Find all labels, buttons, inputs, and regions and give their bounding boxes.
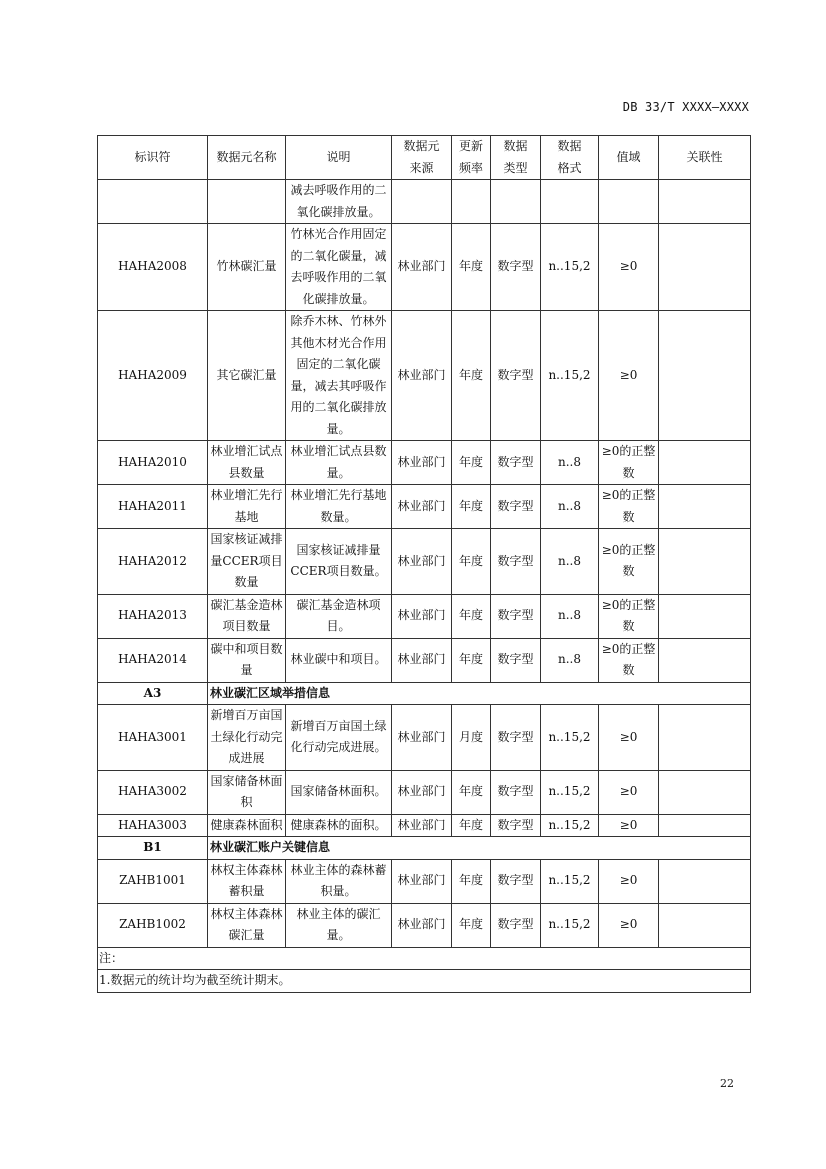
- description-cell: 竹林光合作用固定 的二氧化碳量，减 去呼吸作用的二氧 化碳排放量。: [286, 224, 392, 311]
- element-name-cell: 林权主体森林 碳汇量: [208, 903, 286, 947]
- source-cell: 林业部门: [392, 859, 452, 903]
- frequency-cell: 年度: [452, 485, 491, 529]
- data-type-cell: 数字型: [491, 224, 541, 311]
- association-cell: [659, 903, 751, 947]
- col-source-header: 数据元 来源: [392, 136, 452, 180]
- data-type-cell: 数字型: [491, 594, 541, 638]
- identifier-cell: HAHA2012: [98, 529, 208, 595]
- table-row: [98, 311, 751, 441]
- col-format-header: 数据 格式: [541, 136, 599, 180]
- source-cell: 林业部门: [392, 224, 452, 311]
- table-row-continued: [98, 180, 751, 224]
- identifier-cell: HAHA3002: [98, 770, 208, 814]
- source-cell: [392, 180, 452, 224]
- value-range-cell: ≥0: [599, 311, 659, 441]
- frequency-cell: 年度: [452, 814, 491, 837]
- element-name-cell: 碳汇基金造林 项目数量: [208, 594, 286, 638]
- frequency-cell: 年度: [452, 529, 491, 595]
- description-cell: 除乔木林、竹林外 其他木材光合作用 固定的二氧化碳 量，减去其呼吸作 用的二氧化碳排放 量。: [286, 311, 392, 441]
- data-type-cell: [491, 180, 541, 224]
- value-range-cell: ≥0: [599, 903, 659, 947]
- table-body: [98, 180, 751, 993]
- data-format-cell: n..8: [541, 529, 599, 595]
- table-row: [98, 224, 751, 311]
- frequency-cell: 年度: [452, 224, 491, 311]
- section-row: [98, 837, 751, 860]
- data-format-cell: n..8: [541, 485, 599, 529]
- data-format-cell: n..15,2: [541, 224, 599, 311]
- col-type-header: 数据 类型: [491, 136, 541, 180]
- data-type-cell: 数字型: [491, 485, 541, 529]
- description-cell: 国家储备林面积。: [286, 770, 392, 814]
- section-row: [98, 682, 751, 705]
- col-frequency-header: 更新 频率: [452, 136, 491, 180]
- source-cell: 林业部门: [392, 770, 452, 814]
- description-cell: 减去呼吸作用的二 氧化碳排放量。: [286, 180, 392, 224]
- association-cell: [659, 594, 751, 638]
- data-type-cell: 数字型: [491, 638, 541, 682]
- data-format-cell: n..15,2: [541, 814, 599, 837]
- value-range-cell: ≥0: [599, 859, 659, 903]
- identifier-cell: HAHA2014: [98, 638, 208, 682]
- table-row: [98, 903, 751, 947]
- frequency-cell: 年度: [452, 638, 491, 682]
- description-cell: 健康森林的面积。: [286, 814, 392, 837]
- identifier-cell: HAHA2011: [98, 485, 208, 529]
- table-row: [98, 529, 751, 595]
- value-range-cell: [599, 180, 659, 224]
- section-title: 林业碳汇区域举措信息: [208, 682, 751, 705]
- data-format-cell: [541, 180, 599, 224]
- data-format-cell: n..15,2: [541, 705, 599, 771]
- data-format-cell: n..15,2: [541, 903, 599, 947]
- source-cell: 林业部门: [392, 903, 452, 947]
- source-cell: 林业部门: [392, 441, 452, 485]
- element-name-cell: [208, 180, 286, 224]
- association-cell: [659, 529, 751, 595]
- frequency-cell: [452, 180, 491, 224]
- source-cell: 林业部门: [392, 529, 452, 595]
- description-cell: 林业增汇先行基地 数量。: [286, 485, 392, 529]
- table-row: [98, 859, 751, 903]
- element-name-cell: 竹林碳汇量: [208, 224, 286, 311]
- element-name-cell: 碳中和项目数 量: [208, 638, 286, 682]
- identifier-cell: HAHA3001: [98, 705, 208, 771]
- note-row: [98, 970, 751, 993]
- association-cell: [659, 705, 751, 771]
- description-cell: 碳汇基金造林项 目。: [286, 594, 392, 638]
- data-format-cell: n..15,2: [541, 770, 599, 814]
- data-format-cell: n..8: [541, 638, 599, 682]
- description-cell: 林业主体的碳汇 量。: [286, 903, 392, 947]
- source-cell: 林业部门: [392, 705, 452, 771]
- table-row: [98, 485, 751, 529]
- value-range-cell: ≥0: [599, 705, 659, 771]
- association-cell: [659, 485, 751, 529]
- section-identifier: B1: [98, 837, 208, 860]
- element-name-cell: 国家储备林面 积: [208, 770, 286, 814]
- source-cell: 林业部门: [392, 638, 452, 682]
- source-cell: 林业部门: [392, 311, 452, 441]
- value-range-cell: ≥0: [599, 770, 659, 814]
- table-row: [98, 814, 751, 837]
- table-header-row: [98, 136, 751, 180]
- col-range-header: 值域: [599, 136, 659, 180]
- element-name-cell: 林业增汇试点 县数量: [208, 441, 286, 485]
- frequency-cell: 年度: [452, 859, 491, 903]
- description-cell: 林业主体的森林蓄 积量。: [286, 859, 392, 903]
- value-range-cell: ≥0的正整 数: [599, 594, 659, 638]
- frequency-cell: 年度: [452, 441, 491, 485]
- description-cell: 国家核证减排量 CCER项目数量。: [286, 529, 392, 595]
- element-name-cell: 林业增汇先行 基地: [208, 485, 286, 529]
- identifier-cell: HAHA2008: [98, 224, 208, 311]
- col-association-header: 关联性: [659, 136, 751, 180]
- identifier-cell: HAHA2013: [98, 594, 208, 638]
- identifier-cell: HAHA3003: [98, 814, 208, 837]
- source-cell: 林业部门: [392, 814, 452, 837]
- data-type-cell: 数字型: [491, 859, 541, 903]
- association-cell: [659, 814, 751, 837]
- note-row: [98, 947, 751, 970]
- data-format-cell: n..15,2: [541, 311, 599, 441]
- element-name-cell: 国家核证减排 量CCER项目 数量: [208, 529, 286, 595]
- element-name-cell: 健康森林面积: [208, 814, 286, 837]
- identifier-cell: ZAHB1002: [98, 903, 208, 947]
- data-format-cell: n..8: [541, 441, 599, 485]
- col-description-header: 说明: [286, 136, 392, 180]
- identifier-cell: [98, 180, 208, 224]
- identifier-cell: ZAHB1001: [98, 859, 208, 903]
- data-type-cell: 数字型: [491, 529, 541, 595]
- frequency-cell: 年度: [452, 903, 491, 947]
- note-label: 注：: [98, 947, 751, 970]
- description-cell: 林业增汇试点县数 量。: [286, 441, 392, 485]
- association-cell: [659, 311, 751, 441]
- data-type-cell: 数字型: [491, 903, 541, 947]
- note-text: 1.数据元的统计均为截至统计期末。: [98, 970, 751, 993]
- col-identifier-header: 标识符: [98, 136, 208, 180]
- value-range-cell: ≥0的正整 数: [599, 529, 659, 595]
- description-cell: 新增百万亩国土绿 化行动完成进展。: [286, 705, 392, 771]
- col-name-header: 数据元名称: [208, 136, 286, 180]
- source-cell: 林业部门: [392, 485, 452, 529]
- table-row: [98, 638, 751, 682]
- data-type-cell: 数字型: [491, 770, 541, 814]
- identifier-cell: HAHA2009: [98, 311, 208, 441]
- element-name-cell: 其它碳汇量: [208, 311, 286, 441]
- association-cell: [659, 180, 751, 224]
- frequency-cell: 年度: [452, 770, 491, 814]
- source-cell: 林业部门: [392, 594, 452, 638]
- value-range-cell: ≥0: [599, 224, 659, 311]
- identifier-cell: HAHA2010: [98, 441, 208, 485]
- value-range-cell: ≥0的正整 数: [599, 485, 659, 529]
- value-range-cell: ≥0的正整 数: [599, 441, 659, 485]
- table-row: [98, 441, 751, 485]
- table-row: [98, 594, 751, 638]
- association-cell: [659, 859, 751, 903]
- page-number: 22: [720, 1077, 734, 1090]
- table-row: [98, 705, 751, 771]
- frequency-cell: 年度: [452, 311, 491, 441]
- data-format-cell: n..15,2: [541, 859, 599, 903]
- section-identifier: A3: [98, 682, 208, 705]
- association-cell: [659, 224, 751, 311]
- association-cell: [659, 770, 751, 814]
- association-cell: [659, 638, 751, 682]
- frequency-cell: 年度: [452, 594, 491, 638]
- data-type-cell: 数字型: [491, 311, 541, 441]
- document-code: DB 33/T XXXX—XXXX: [622, 100, 749, 114]
- data-type-cell: 数字型: [491, 814, 541, 837]
- section-title: 林业碳汇账户关键信息: [208, 837, 751, 860]
- table-row: [98, 770, 751, 814]
- value-range-cell: ≥0的正整 数: [599, 638, 659, 682]
- data-type-cell: 数字型: [491, 441, 541, 485]
- data-element-table: [97, 135, 751, 993]
- element-name-cell: 新增百万亩国 土绿化行动完 成进展: [208, 705, 286, 771]
- data-format-cell: n..8: [541, 594, 599, 638]
- data-type-cell: 数字型: [491, 705, 541, 771]
- description-cell: 林业碳中和项目。: [286, 638, 392, 682]
- association-cell: [659, 441, 751, 485]
- element-name-cell: 林权主体森林 蓄积量: [208, 859, 286, 903]
- value-range-cell: ≥0: [599, 814, 659, 837]
- frequency-cell: 月度: [452, 705, 491, 771]
